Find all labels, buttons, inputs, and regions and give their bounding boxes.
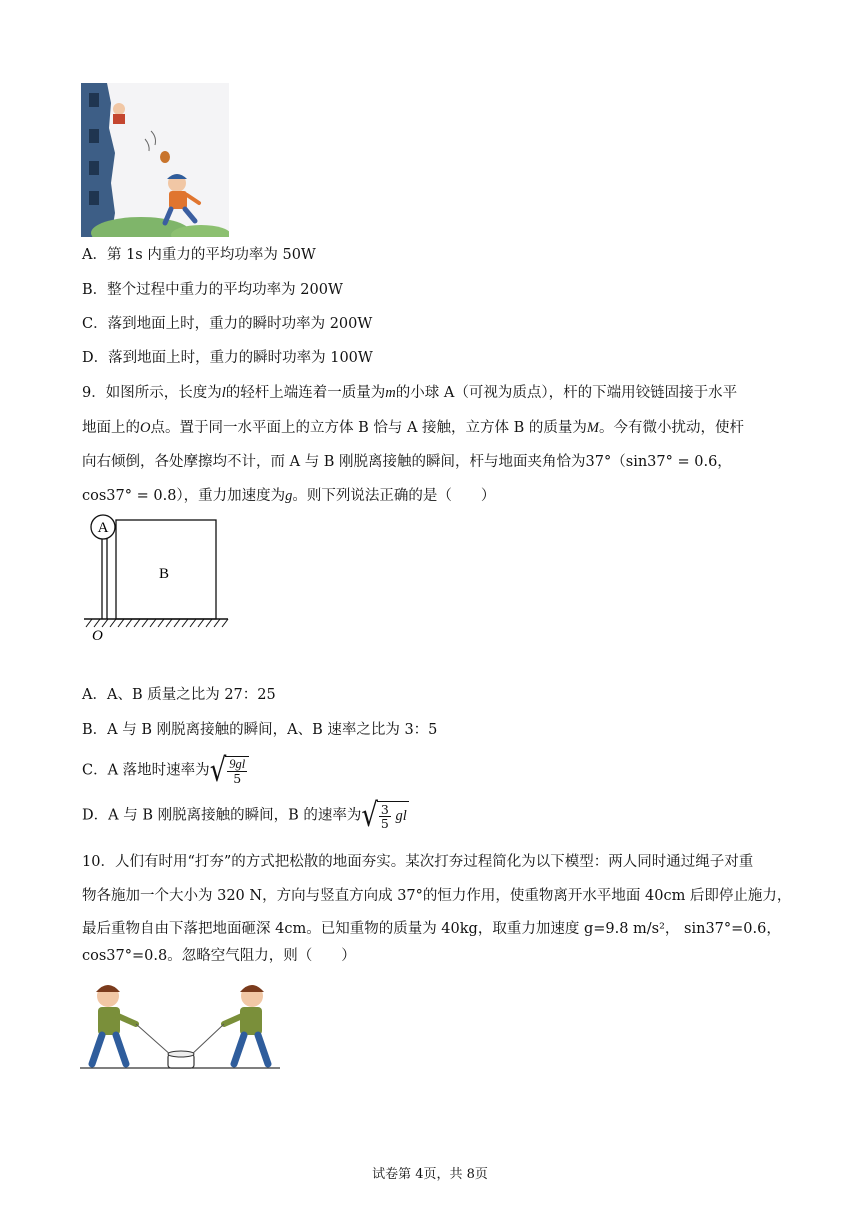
q8-option-b: B．整个过程中重力的平均功率为 200W bbox=[82, 282, 343, 298]
q10-stem-line3: 最后重物自由下落把地面砸深 4cm。已知重物的质量为 40kg，取重力加速度 g=9.8 m/s²， sin37°=0.6， bbox=[82, 921, 781, 937]
q10-stem-line2: 物各施加一个大小为 320 N，方向与竖直方向成 37°的恒力作用，使重物离开水平地面 40cm 后即停止施力， bbox=[82, 888, 792, 904]
cube-b-label: B bbox=[158, 566, 170, 582]
q8-option-a: A．第 1s 内重力的平均功率为 50W bbox=[82, 247, 316, 263]
q9-rod-cube-diagram bbox=[80, 510, 240, 645]
q9-stem-line4: cos37° = 0.8），重力加速度为g。则下列说法正确的是（ ） bbox=[82, 488, 496, 504]
q8-option-d: D．落到地面上时，重力的瞬时功率为 100W bbox=[82, 350, 373, 366]
point-o-label: O bbox=[92, 628, 103, 644]
q10-stem-line4: cos37°=0.8。忽略空气阻力，则（ ） bbox=[82, 948, 356, 964]
q9-option-d: D．A 与 B 刚脱离接触的瞬间，B 的速率为√ $\frac{3}{5}$ gl bbox=[82, 796, 407, 835]
q10-tamping-illustration bbox=[80, 980, 280, 1072]
q9-option-a: A．A、B 质量之比为 27：25 bbox=[82, 687, 276, 703]
q9-stem-line3: 向右倾倒，各处摩擦均不计，而 A 与 B 刚脱离接触的瞬间，杆与地面夹角恰为37°（sin37° = 0.6， bbox=[82, 454, 732, 470]
q9-stem-line1: 9．如图所示，长度为l的轻杆上端连着一质量为m的小球 A（可视为质点），杆的下端用铰链固接于水平 bbox=[82, 385, 738, 401]
q9-option-b: B．A 与 B 刚脱离接触的瞬间，A、B 速率之比为 3：5 bbox=[82, 722, 438, 738]
q8-falling-object-illustration bbox=[81, 83, 229, 237]
q9-stem-line2: 地面上的O点。置于同一水平面上的立方体 B 恰与 A 接触，立方体 B 的质量为M。今有微小扰动，使杆 bbox=[82, 420, 745, 436]
ground-hatching bbox=[86, 619, 228, 627]
q9-option-c: C．A 落地时速率为√ $\frac{9gl}{5}$ bbox=[82, 756, 249, 785]
ball-a-label: A bbox=[97, 520, 109, 536]
page-footer: 试卷第 4页，共 8页 bbox=[372, 1167, 488, 1182]
q8-option-c: C．落到地面上时，重力的瞬时功率为 200W bbox=[82, 316, 373, 332]
q10-stem-line1: 10．人们有时用“打夯”的方式把松散的地面夯实。某次打夯过程简化为以下模型：两人同时通过绳子对重 bbox=[82, 854, 754, 870]
